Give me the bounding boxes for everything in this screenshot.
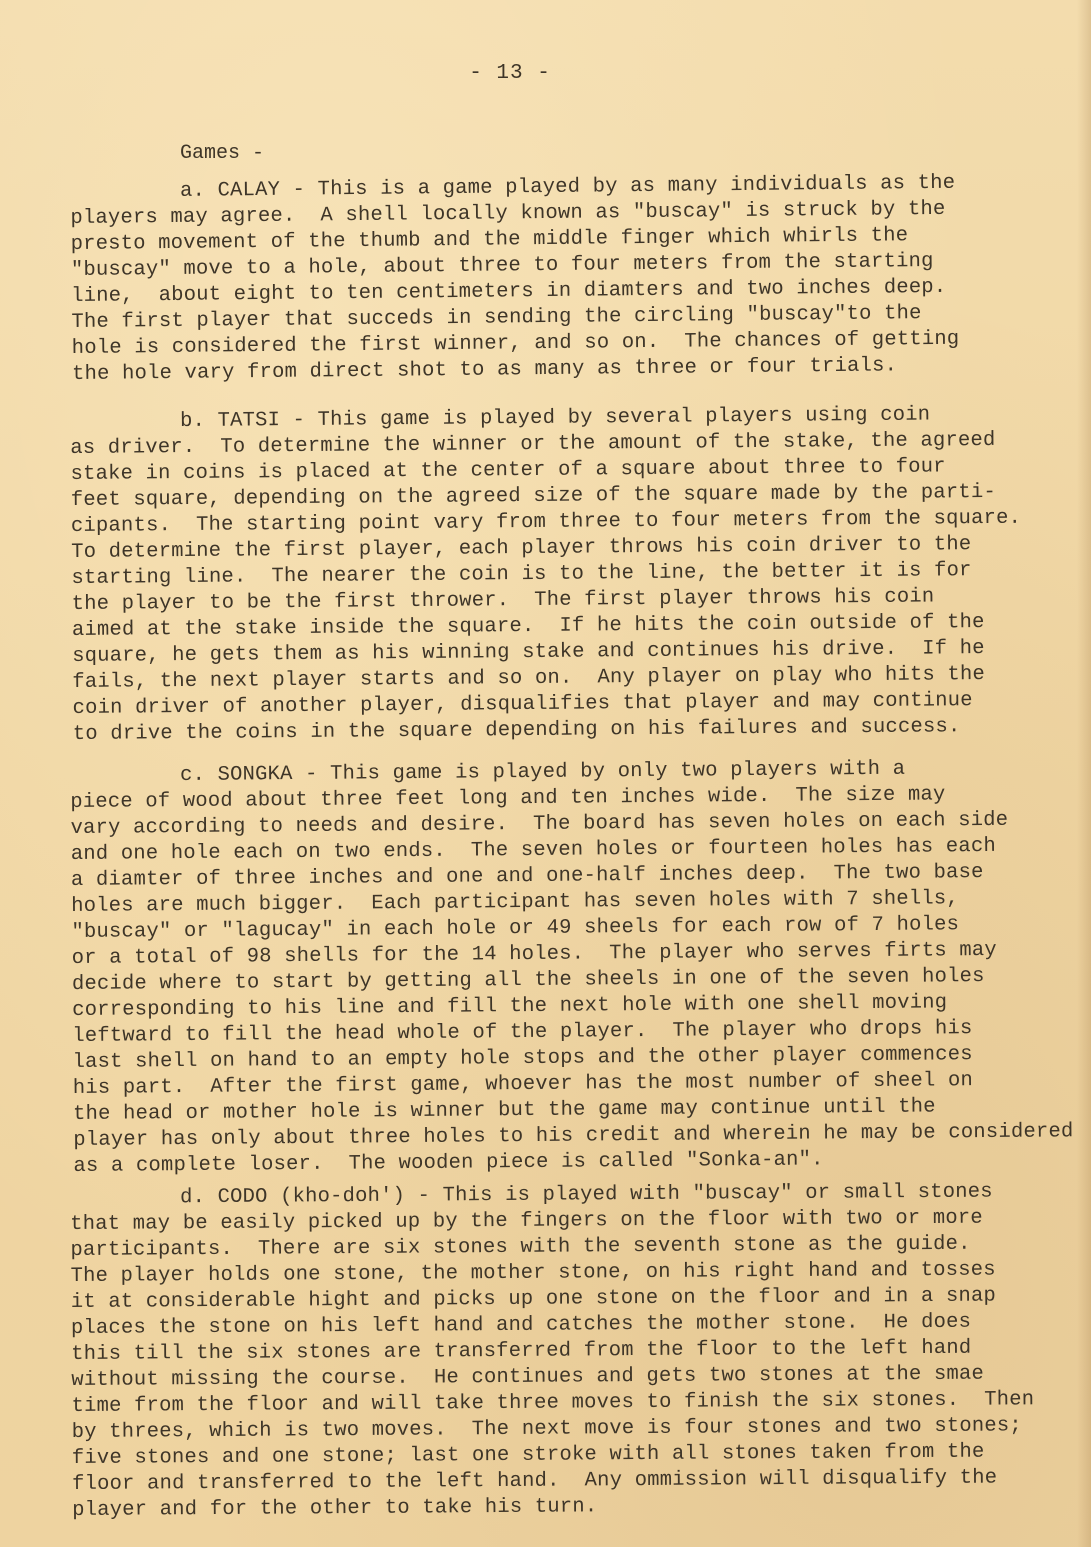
text-line: a. CALAY - This is a game played by as many individuals as the [180,171,956,203]
text-line: coin driver of another player, disqualifies that player and may continue [72,689,973,720]
text-line: leftward to fill the head whole of the player. The player who drops his [72,1017,973,1048]
text-line: line, about eight to ten centimeters in diamters and two inches deep. [71,275,947,308]
game-paragraph-songka [70,755,1074,1180]
text-line: without missing the course. He continues and gets two stones at the smae [71,1362,985,1392]
text-line: a diamter of three inches and one and one-half inches deep. The two base [70,861,984,892]
text-line: aimed at the stake inside the square. If he hits the coin outside of the [71,611,985,642]
text-line: this till the six stones are transferred from the floor to the left hand [71,1336,972,1366]
text-line: holes are much bigger. Each participant has seven holes with 7 shells, [71,887,959,918]
text-line: d. CODO (kho-doh') - This is played with "buscay" or small stones [180,1180,993,1210]
text-line: To determine the first player, each player throws his coin driver to the [71,533,972,564]
game-paragraph-tatsi [70,402,1023,748]
text-line: or a total of 98 shells for the 14 holes. The player who serves firts may [71,938,997,970]
text-line: to drive the coins in the square depending on his failures and success. [72,715,961,746]
text-line: it at considerable hight and picks up one stone on the floor and in a snap [70,1284,997,1314]
text-line: five stones and one stone; last one stroke with all stones taken from the [71,1440,985,1470]
text-line: square, he gets them as his winning stake and continues his drive. If he [72,637,985,668]
text-line: players may agree. A shell locally known as "buscay" is struck by the [70,197,946,230]
text-line: the hole vary from direct shot to as many as three or four trials. [71,354,898,386]
text-line: places the stone on his left hand and catches the mother stone. He does [70,1310,972,1340]
page-number: - 13 - [469,62,551,85]
text-line: cipants. The starting point vary from three to four meters from the square. [70,506,1022,538]
text-line: "buscay" or "lagucay" in each hole or 49 sheels for each row of 7 holes [71,913,960,944]
text-line: by threes, which is two moves. The next move is four stones and two stones; [71,1414,1022,1444]
text-line: last shell on hand to an empty hole stops and the other player commences [72,1043,973,1074]
text-line: decide where to start by getting all the sheels in one of the seven holes [71,965,985,996]
text-line: c. SONGKA - This game is played by only two players with a [180,757,906,788]
text-line: "buscay" move to a hole, about three to four meters from the starting [70,249,934,282]
page-edge-shadow [1077,0,1091,1547]
text-line: player and for the other to take his turn. [72,1495,598,1522]
game-paragraph-codo [70,1179,1035,1524]
text-line: fails, the next player starts and so on. Any player on play who hits the [72,663,986,694]
text-line: time from the floor and will take three moves to finish the six stones. Then [71,1388,1035,1418]
text-line: his part. After the first game, whoever has the most number of sheel on [72,1069,974,1100]
text-line: the player to be the first thrower. The first player throws his coin [71,585,935,616]
text-line: player has only about three holes to his credit and wherein he may be considered [73,1120,1074,1152]
text-line: floor and transferred to the left hand. Any ommission will disqualify the [72,1466,998,1496]
text-line: and one hole each on two ends. The seven holes or fourteen holes has each [70,834,997,866]
text-line: that may be easily picked up by the fingers on the floor with two or more [70,1206,983,1236]
text-line: as a complete loser. The wooden piece is called "Sonka-an". [73,1148,824,1178]
text-line: vary according to needs and desire. The board has seven holes on each side [70,808,1009,840]
text-line: participants. There are six stones with the seventh stone as the guide. [70,1232,971,1262]
text-line: The first player that succeds in sending the circling "buscay"to the [71,302,922,334]
text-line: the head or mother hole is winner but the game may continue until the [72,1095,936,1126]
text-line: as driver. To determine the winner or the amount of the stake, the agreed [70,428,996,460]
text-line: stake in coins is placed at the center of a square about three to four [70,455,946,486]
game-paragraph-calay [70,171,960,388]
text-line: hole is considered the first winner, and so on. The chances of getting [71,327,960,360]
section-heading: Games - [180,142,265,165]
text-line: b. TATSI - This game is played by several players using coin [180,403,931,434]
text-line: piece of wood about three feet long and ten inches wide. The size may [70,783,946,814]
text-line: The player holds one stone, the mother stone, on his right hand and tosses [70,1258,996,1288]
text-line: feet square, depending on the agreed size of the square made by the parti- [70,480,997,512]
text-line: corresponding to his line and fill the next hole with one shell moving [72,991,948,1022]
text-line: presto movement of the thumb and the middle finger which whirls the [70,224,909,256]
text-line: starting line. The nearer the coin is to the line, the better it is for [71,559,972,590]
